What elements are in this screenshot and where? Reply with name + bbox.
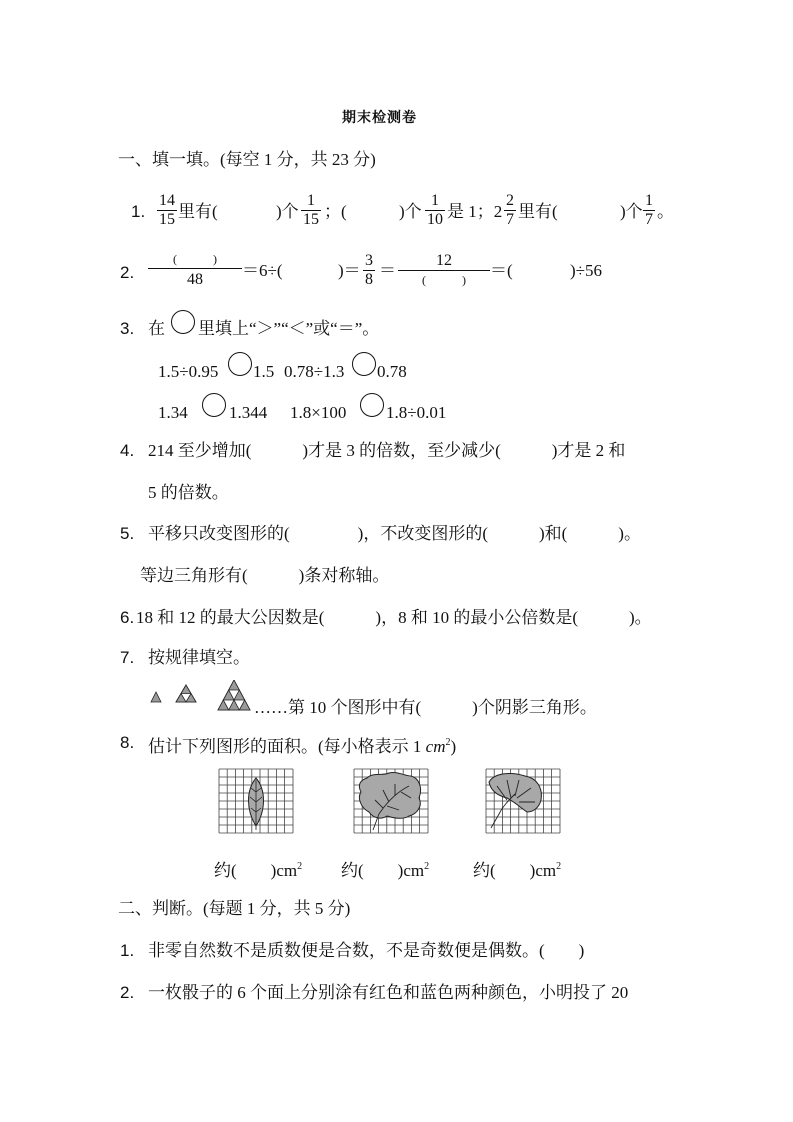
compare-expr: 0.78÷1.3 <box>284 362 345 381</box>
q7-text: 按规律填空。 <box>148 648 250 667</box>
compare-expr: 1.5 <box>253 362 275 381</box>
compare-expr: 1.8×100 <box>290 403 347 422</box>
q2-text-1: ＝6÷( <box>242 261 283 280</box>
question-number: 1. <box>120 941 135 960</box>
judge-q2-text: 一枚骰子的 6 个面上分别涂有红色和蓝色两种颜色，小明投了 20 <box>148 983 629 1002</box>
compare-circle-icon[interactable] <box>352 352 376 376</box>
q4-line-1: 214 至少增加( )才是 3 的倍数，至少减少( )才是 2 和 <box>148 441 626 460</box>
compare-expr: 1.8÷0.01 <box>386 403 447 422</box>
q3-text-1: 在 <box>148 319 165 338</box>
leaf-grid-figure-2 <box>353 768 429 834</box>
triangle-pattern-icon <box>148 680 258 716</box>
question-number: 2. <box>120 983 135 1002</box>
fraction-1-7: $\frac{1}{7}$ <box>645 192 653 228</box>
compare-expr: 1.5÷0.95 <box>158 362 219 381</box>
fraction-12-blank: 12 ( ) <box>398 252 490 289</box>
q5-line-1: 平移只改变图形的( )，不改变图形的( )和( )。 <box>148 524 641 543</box>
judge-q1-text: 非零自然数不是质数便是合数，不是奇数便是偶数。( ) <box>148 941 585 960</box>
q3-instruction: 里填上“＞”“＜”或“＝”。 <box>198 319 380 338</box>
fraction-14-15: $\frac{14}{15}$ <box>159 192 175 228</box>
compare-expr: 1.344 <box>229 403 268 422</box>
q4-line-2: 5 的倍数。 <box>148 483 229 502</box>
question-number: 1. <box>131 202 146 221</box>
fraction-1-15: $\frac{1}{15}$ <box>303 192 319 228</box>
fraction-3-8: $\frac{3}{8}$ <box>365 252 373 288</box>
section-1-heading: 一、填一填。(每空 1 分，共 23 分) <box>118 150 376 169</box>
section-2-heading: 二、判断。(每题 1 分，共 5 分) <box>118 899 351 918</box>
question-number: 7. <box>120 648 135 667</box>
q7-pattern-text: ……第 10 个图形中有( )个阴影三角形。 <box>254 698 597 717</box>
q1-text-1: 里有( <box>178 202 218 221</box>
fraction-2-7: $\frac{2}{7}$ <box>506 192 514 228</box>
fraction-blank-48: ( ) 48 <box>148 250 242 289</box>
question-number: 8. <box>120 733 135 752</box>
question-number: 3. <box>120 319 135 338</box>
area-answer-2: 约( )$cm^2$ <box>341 861 430 880</box>
area-answer-3: 约( )$cm^2$ <box>473 861 562 880</box>
question-number: 5. <box>120 524 135 543</box>
q5-line-2: 等边三角形有( )条对称轴。 <box>140 566 390 585</box>
q6-text: 18 和 12 的最大公因数是( )，8 和 10 的最小公倍数是( )。 <box>136 608 652 627</box>
q1-text-7: )个 <box>620 202 643 221</box>
q2-text-3: ＝ <box>379 261 396 280</box>
q1-text-3: ；( <box>324 202 347 221</box>
q2-text-5: )÷56 <box>570 261 602 280</box>
q2-text-4: ＝( <box>490 261 513 280</box>
q8-text: 估计下列图形的面积。(每小格表示 1 $cm^2$) <box>148 737 457 756</box>
compare-circle-icon[interactable] <box>202 393 226 417</box>
page-title: 期末检测卷 <box>342 110 417 126</box>
question-number: 4. <box>120 441 135 460</box>
compare-expr: 1.34 <box>158 403 188 422</box>
q1-text-5: 是 1；2 <box>447 202 503 221</box>
leaf-grid-figure-3 <box>485 768 561 834</box>
leaf-grid-figure-1 <box>218 768 294 834</box>
question-number: 6. <box>120 608 135 627</box>
compare-circle-icon[interactable] <box>171 310 195 334</box>
q2-text-2: )＝ <box>338 261 361 280</box>
q1-text-6: 里有( <box>518 202 558 221</box>
q1-text-2: )个 <box>276 202 299 221</box>
q1-text-4: )个 <box>399 202 422 221</box>
compare-expr: 0.78 <box>377 362 407 381</box>
area-answer-1: 约( )$cm^2$ <box>214 861 303 880</box>
compare-circle-icon[interactable] <box>360 393 384 417</box>
q1-text-8: 。 <box>657 202 674 221</box>
question-number: 2. <box>120 263 135 282</box>
fraction-1-10: $\frac{1}{10}$ <box>427 192 443 228</box>
compare-circle-icon[interactable] <box>228 352 252 376</box>
